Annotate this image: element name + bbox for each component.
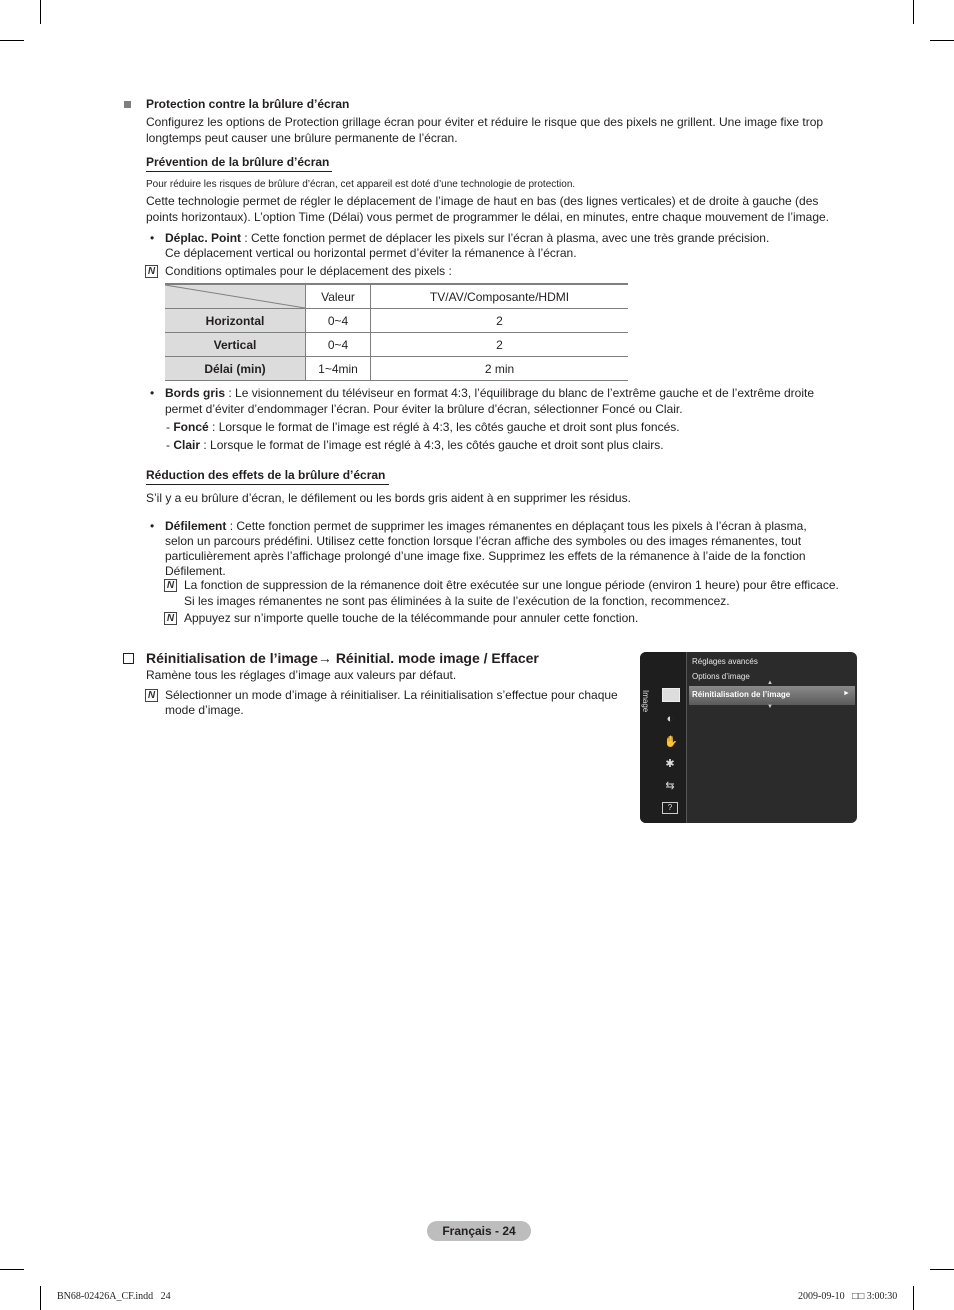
- reduction-p: S’il y a eu brûlure d’écran, le défilement ou les bords gris aident à en supprimer les résidus.: [146, 491, 631, 505]
- crop-mark: [40, 0, 41, 24]
- reduction-title: Réduction des effets de la brûlure d’écran: [146, 468, 386, 482]
- square-bullet-icon: [124, 101, 131, 108]
- table-cell: 2: [371, 333, 629, 357]
- note-icon: N: [164, 579, 177, 592]
- chevron-down-icon: ▼: [767, 704, 773, 710]
- protection-desc-1: Configurez les options de Protection grillage écran pour éviter et réduire le risque que des pixels ne grillent. Une image fixe trop: [146, 115, 824, 129]
- tv-osd-menu: [640, 652, 857, 823]
- prevention-title-text: Prévention de la brûlure d’écran: [146, 155, 330, 169]
- bords-label: Bords gris: [165, 386, 226, 400]
- table-cell: 1~4min: [306, 357, 371, 381]
- prevention-p2: points horizontaux). L’option Time (Délai) vous permet de programmer le délai, en minutes, entre chaque mouvement de l’image.: [146, 210, 830, 224]
- note-icon: N: [145, 265, 158, 278]
- defil-label: Défilement: [165, 519, 227, 533]
- sound-icon[interactable]: ◐: [666, 713, 674, 725]
- pixel-shift-table: [165, 283, 628, 381]
- table-row: [165, 309, 628, 333]
- table-row: [165, 357, 628, 381]
- table-header-row: [165, 284, 628, 309]
- osd-side-label: Image: [641, 690, 650, 713]
- input-icon[interactable]: ⇆: [665, 780, 675, 792]
- crop-mark: [40, 1286, 41, 1310]
- osd-item-reinitialisation[interactable]: Réinitialisation de l’image: [692, 690, 791, 699]
- file-slug: BN68-02426A_CF.indd 24: [57, 1291, 171, 1302]
- table-cell: 2: [371, 309, 629, 333]
- crop-mark: [913, 0, 914, 24]
- fonce-label: Foncé: [173, 420, 209, 434]
- osd-sidebar: [640, 652, 686, 823]
- fonce-text: : Lorsque le format de l’image est réglé à 4:3, les côtés gauche et droit sont plus foncés.: [208, 420, 680, 434]
- support-icon[interactable]: ?: [662, 802, 678, 814]
- reset-note-1: Sélectionner un mode d’image à réinitialiser. La réinitialisation s’effectue pour chaque: [165, 688, 618, 702]
- chevron-right-icon: ►: [843, 690, 850, 697]
- crop-mark: [0, 40, 24, 41]
- table-row-label: Horizontal: [165, 309, 306, 333]
- bords-line-2: permet d’éviter d’endommager l’écran. Pour éviter la brûlure d’écran, sélectionner Foncé ou Clair.: [165, 402, 683, 416]
- table-row-label: Délai (min): [165, 357, 306, 381]
- crop-mark: [913, 1286, 914, 1310]
- bords-text-1: : Le visionnement du téléviseur en format 4:3, l’équilibrage du blanc de l’extrême gauche et de l’extrême droite: [225, 386, 815, 400]
- setup-icon[interactable]: ✱: [665, 758, 675, 770]
- bords-line-1: [165, 386, 814, 402]
- date-slug: 2009-09-10 □□ 3:00:30: [798, 1291, 898, 1302]
- protection-desc-2: longtemps peut causer une brûlure permanente de l’écran.: [146, 131, 458, 145]
- prevention-p1: Cette technologie permet de régler le déplacement de l’image de haut en bas (des lignes verticales) et de droite à gauche (des: [146, 194, 819, 208]
- table-header-cell: Valeur: [306, 284, 371, 309]
- bullet-dot: •: [150, 231, 155, 245]
- osd-item-options[interactable]: Options d’image: [692, 672, 750, 681]
- diagonal-line-icon: [165, 285, 305, 308]
- chevron-up-icon: ▲: [767, 680, 773, 686]
- crop-mark: [930, 40, 954, 41]
- deplac-text-1: : Cette fonction permet de déplacer les pixels sur l’écran à plasma, avec une très grande précision.: [241, 231, 770, 245]
- prevention-title: [146, 155, 329, 171]
- protection-title: Protection contre la brûlure d’écran: [146, 97, 350, 111]
- deplac-label: Déplac. Point: [165, 231, 242, 245]
- clair-line: - Clair : Lorsque le format de l’image est réglé à 4:3, les côtés gauche et droit sont plus clairs.: [166, 438, 664, 452]
- defil-line-1: [165, 519, 807, 535]
- defil-note-1a: La fonction de suppression de la rémanence doit être exécutée sur une longue période (environ 1 heure) pour être efficace.: [184, 578, 839, 592]
- note-icon: N: [145, 689, 158, 702]
- clair-text: : Lorsque le format de l’image est réglé à 4:3, les côtés gauche et droit sont plus clairs.: [200, 438, 664, 452]
- channel-icon[interactable]: ✋: [664, 736, 678, 748]
- table-row-label: Vertical: [165, 333, 306, 357]
- table-cell: 0~4: [306, 333, 371, 357]
- reset-p: Ramène tous les réglages d’image aux valeurs par défaut.: [146, 668, 457, 682]
- defil-line-3: particulièrement après l’affichage prolongé d’une image fixe. Supprimez les effets de la rémanence à l’aide de la fonction: [165, 549, 806, 563]
- bullet-dot: •: [150, 386, 155, 400]
- bullet-dot: •: [150, 519, 155, 533]
- note-conditions: Conditions optimales pour le déplacement des pixels :: [165, 264, 452, 278]
- reduction-underline: [146, 484, 389, 485]
- defil-text-1: : Cette fonction permet de supprimer les images rémanentes en déplaçant tous les pixels à l’écran à plasma,: [226, 519, 807, 533]
- deplac-line-2: Ce déplacement vertical ou horizontal permet d’éviter la rémanence à l’écran.: [165, 246, 577, 260]
- crop-mark: [930, 1269, 954, 1270]
- osd-item-reglages[interactable]: Réglages avancés: [692, 657, 758, 666]
- note-icon: N: [164, 612, 177, 625]
- deplac-line-1: [165, 231, 769, 247]
- clair-label: Clair: [173, 438, 201, 452]
- prevention-small: Pour réduire les risques de brûlure d’écran, cet appareil est doté d’une technologie de protection.: [146, 179, 576, 190]
- reset-title: Réinitialisation de l’image→ Réinitial. mode image / Effacer: [146, 650, 539, 666]
- defil-note-1b: Si les images rémanentes ne sont pas éliminées à la suite de l’exécution de la fonction, recommencez.: [184, 594, 730, 608]
- table-row: [165, 333, 628, 357]
- prevention-underline: [146, 171, 332, 172]
- defil-line-4: Défilement.: [165, 564, 226, 578]
- picture-icon[interactable]: [662, 688, 680, 702]
- table-corner-cell: [165, 284, 306, 309]
- table-header-cell: TV/AV/Composante/HDMI: [371, 284, 629, 309]
- table-cell: 0~4: [306, 309, 371, 333]
- reset-note-2: mode d’image.: [165, 703, 244, 717]
- table-cell: 2 min: [371, 357, 629, 381]
- fonce-line: - Foncé : Lorsque le format de l’image est réglé à 4:3, les côtés gauche et droit sont plus foncés.: [166, 420, 680, 434]
- defil-note-2: Appuyez sur n’importe quelle touche de la télécommande pour annuler cette fonction.: [184, 611, 639, 625]
- page-number-badge: Français - 24: [427, 1221, 531, 1241]
- defil-line-2: selon un parcours prédéfini. Utilisez cette fonction lorsque l’écran affiche des symboles ou des images rémanentes, tout: [165, 534, 802, 548]
- crop-mark: [0, 1269, 24, 1270]
- checkbox-bullet-icon: [123, 653, 134, 664]
- osd-divider: [686, 652, 687, 823]
